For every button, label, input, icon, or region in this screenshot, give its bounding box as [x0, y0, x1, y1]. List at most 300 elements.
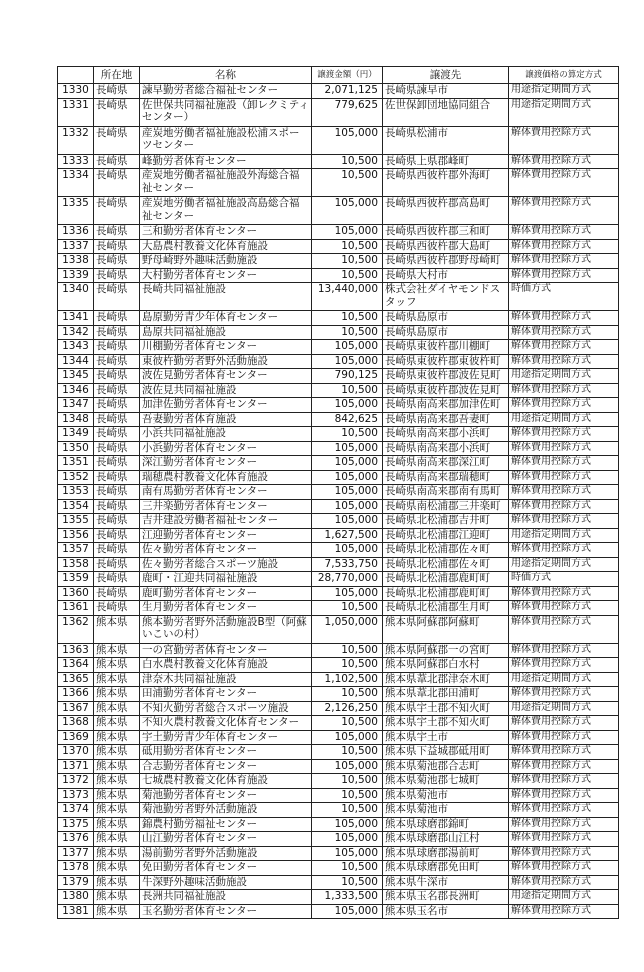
table-row	[58, 254, 619, 269]
row-transferee: 長崎県大村市	[383, 268, 509, 283]
row-facility-name: 七城農村教養文化体育施設	[140, 774, 312, 789]
row-method: 用途指定期間方式	[509, 412, 619, 427]
row-facility-name: 波佐見勤労者体育センター	[140, 369, 312, 384]
row-location: 長崎県	[94, 398, 140, 413]
row-transferee: 長崎県東彼杵郡波佐見町	[383, 369, 509, 384]
table-row	[58, 169, 619, 197]
row-facility-name: 牛深野外趣味活動施設	[140, 875, 312, 890]
row-location: 長崎県	[94, 528, 140, 543]
row-location: 長崎県	[94, 254, 140, 269]
row-amount: 10,500	[312, 861, 383, 876]
row-amount: 105,000	[312, 354, 383, 369]
row-number: 1340	[58, 283, 94, 311]
table-row	[58, 369, 619, 384]
row-method: 用途指定期間方式	[509, 98, 619, 126]
row-method: 解体費用控除方式	[509, 745, 619, 760]
row-amount: 10,500	[312, 169, 383, 197]
row-method: 解体費用控除方式	[509, 485, 619, 500]
row-amount: 10,500	[312, 427, 383, 442]
row-number: 1360	[58, 586, 94, 601]
row-facility-name: 大島農村教養文化体育施設	[140, 239, 312, 254]
row-transferee: 熊本県宇土郡不知火町	[383, 716, 509, 731]
table-row	[58, 788, 619, 803]
row-facility-name: 佐世保共同福祉施設（卸レクミティセンター）	[140, 98, 312, 126]
row-number: 1337	[58, 239, 94, 254]
row-location: 熊本県	[94, 672, 140, 687]
row-transferee: 長崎県西彼杵郡外海町	[383, 169, 509, 197]
row-location: 長崎県	[94, 470, 140, 485]
table-row	[58, 615, 619, 643]
row-transferee: 熊本県牛深市	[383, 875, 509, 890]
row-facility-name: 佐々勤労者総合スポーツ施設	[140, 557, 312, 572]
row-amount: 105,000	[312, 340, 383, 355]
row-facility-name: 田浦勤労者体育センター	[140, 687, 312, 702]
row-location: 長崎県	[94, 340, 140, 355]
row-amount: 10,500	[312, 239, 383, 254]
table-row	[58, 485, 619, 500]
row-transferee: 熊本県菊池市	[383, 803, 509, 818]
row-method: 解体費用控除方式	[509, 543, 619, 558]
row-location: 長崎県	[94, 311, 140, 326]
row-facility-name: 宇土勤労青少年体育センター	[140, 730, 312, 745]
row-method: 解体費用控除方式	[509, 470, 619, 485]
row-number: 1378	[58, 861, 94, 876]
row-amount: 10,500	[312, 716, 383, 731]
row-amount: 790,125	[312, 369, 383, 384]
row-amount: 842,625	[312, 412, 383, 427]
row-amount: 13,440,000	[312, 283, 383, 311]
row-location: 長崎県	[94, 84, 140, 99]
table-row	[58, 557, 619, 572]
row-facility-name: 三和勤労者体育センター	[140, 225, 312, 240]
row-transferee: 長崎県北松浦郡佐々町	[383, 543, 509, 558]
row-facility-name: 南有馬勤労者体育センター	[140, 485, 312, 500]
row-number: 1331	[58, 98, 94, 126]
row-number: 1356	[58, 528, 94, 543]
row-amount: 10,500	[312, 383, 383, 398]
row-method: 解体費用控除方式	[509, 427, 619, 442]
row-method: 解体費用控除方式	[509, 398, 619, 413]
table-row	[58, 325, 619, 340]
row-transferee: 熊本県球磨郡免田町	[383, 861, 509, 876]
table-row	[58, 572, 619, 587]
row-number: 1350	[58, 441, 94, 456]
row-facility-name: 菊池勤労者野外活動施設	[140, 803, 312, 818]
row-amount: 10,500	[312, 154, 383, 169]
row-method: 解体費用控除方式	[509, 861, 619, 876]
row-facility-name: 峰勤労者体育センター	[140, 154, 312, 169]
row-method: 解体費用控除方式	[509, 383, 619, 398]
table-row	[58, 340, 619, 355]
table-row	[58, 311, 619, 326]
table-row	[58, 904, 619, 919]
row-amount: 10,500	[312, 254, 383, 269]
row-facility-name: 産炭地労働者福祉施設外海総合福祉センター	[140, 169, 312, 197]
row-facility-name: 野母崎野外趣味活動施設	[140, 254, 312, 269]
header-location: 所在地	[94, 67, 140, 84]
row-transferee: 長崎県西彼杵郡三和町	[383, 225, 509, 240]
row-location: 長崎県	[94, 154, 140, 169]
row-facility-name: 長洲共同福祉施設	[140, 890, 312, 905]
row-location: 長崎県	[94, 354, 140, 369]
header-name: 名称	[140, 67, 312, 84]
row-number: 1372	[58, 774, 94, 789]
table-row	[58, 126, 619, 154]
row-method: 解体費用控除方式	[509, 846, 619, 861]
row-facility-name: 長崎共同福祉施設	[140, 283, 312, 311]
row-number: 1380	[58, 890, 94, 905]
row-amount: 10,500	[312, 658, 383, 673]
row-facility-name: 菊池勤労者体育センター	[140, 788, 312, 803]
row-amount: 105,000	[312, 398, 383, 413]
row-method: 解体費用控除方式	[509, 788, 619, 803]
row-number: 1332	[58, 126, 94, 154]
table-row	[58, 759, 619, 774]
row-transferee: 長崎県南松浦郡三井楽町	[383, 499, 509, 514]
row-method: 解体費用控除方式	[509, 268, 619, 283]
row-facility-name: 吾妻勤労者体育施設	[140, 412, 312, 427]
row-facility-name: 一の宮勤労者体育センター	[140, 643, 312, 658]
row-transferee: 長崎県島原市	[383, 311, 509, 326]
row-transferee: 長崎県南高来郡瑞穂町	[383, 470, 509, 485]
row-transferee: 長崎県東彼杵郡川棚町	[383, 340, 509, 355]
row-amount: 10,500	[312, 325, 383, 340]
row-number: 1368	[58, 716, 94, 731]
row-location: 長崎県	[94, 325, 140, 340]
row-method: 解体費用控除方式	[509, 803, 619, 818]
row-facility-name: 生月勤労者体育センター	[140, 601, 312, 616]
row-transferee: 熊本県玉名市	[383, 904, 509, 919]
row-number: 1351	[58, 456, 94, 471]
row-method: 用途指定期間方式	[509, 84, 619, 99]
row-amount: 105,000	[312, 817, 383, 832]
row-facility-name: 砥用勤労者体育センター	[140, 745, 312, 760]
row-number: 1349	[58, 427, 94, 442]
row-transferee: 熊本県阿蘇郡白水村	[383, 658, 509, 673]
row-method: 解体費用控除方式	[509, 225, 619, 240]
table-row	[58, 412, 619, 427]
table-row	[58, 427, 619, 442]
row-amount: 10,500	[312, 788, 383, 803]
row-facility-name: 江迎勤労者体育センター	[140, 528, 312, 543]
row-number: 1347	[58, 398, 94, 413]
table-row	[58, 745, 619, 760]
row-transferee: 熊本県球磨郡山江村	[383, 832, 509, 847]
row-location: 長崎県	[94, 586, 140, 601]
row-amount: 105,000	[312, 225, 383, 240]
row-method: 解体費用控除方式	[509, 254, 619, 269]
row-method: 用途指定期間方式	[509, 701, 619, 716]
row-location: 熊本県	[94, 861, 140, 876]
row-transferee: 長崎県南高来郡南有馬町	[383, 485, 509, 500]
row-method: 解体費用控除方式	[509, 716, 619, 731]
row-facility-name: 小浜共同福祉施設	[140, 427, 312, 442]
table-row	[58, 601, 619, 616]
row-transferee: 熊本県菊池市	[383, 788, 509, 803]
row-facility-name: 鹿町・江迎共同福祉施設	[140, 572, 312, 587]
table-row	[58, 586, 619, 601]
row-transferee: 長崎県松浦市	[383, 126, 509, 154]
row-number: 1381	[58, 904, 94, 919]
row-location: 長崎県	[94, 441, 140, 456]
row-number: 1345	[58, 369, 94, 384]
row-method: 用途指定期間方式	[509, 369, 619, 384]
row-transferee: 熊本県玉名郡長洲町	[383, 890, 509, 905]
row-location: 熊本県	[94, 788, 140, 803]
row-location: 長崎県	[94, 412, 140, 427]
table-row	[58, 239, 619, 254]
row-number: 1348	[58, 412, 94, 427]
row-location: 熊本県	[94, 832, 140, 847]
row-amount: 1,627,500	[312, 528, 383, 543]
row-method: 解体費用控除方式	[509, 456, 619, 471]
table-row	[58, 528, 619, 543]
table-row	[58, 643, 619, 658]
table-row	[58, 514, 619, 529]
row-method: 解体費用控除方式	[509, 875, 619, 890]
table-row	[58, 456, 619, 471]
row-number: 1364	[58, 658, 94, 673]
row-amount: 10,500	[312, 687, 383, 702]
row-facility-name: 深江勤労者体育センター	[140, 456, 312, 471]
row-facility-name: 三井楽勤労者体育センター	[140, 499, 312, 514]
row-method: 用途指定期間方式	[509, 890, 619, 905]
row-transferee: 熊本県菊池郡合志町	[383, 759, 509, 774]
row-number: 1334	[58, 169, 94, 197]
table-row	[58, 398, 619, 413]
row-number: 1369	[58, 730, 94, 745]
row-amount: 105,000	[312, 514, 383, 529]
row-facility-name: 津奈木共同福祉施設	[140, 672, 312, 687]
row-number: 1358	[58, 557, 94, 572]
table-row	[58, 84, 619, 99]
table-row	[58, 197, 619, 225]
table-row	[58, 861, 619, 876]
row-method: 解体費用控除方式	[509, 586, 619, 601]
row-number: 1342	[58, 325, 94, 340]
row-transferee: 長崎県南高来郡小浜町	[383, 427, 509, 442]
row-number: 1365	[58, 672, 94, 687]
row-transferee: 熊本県葦北郡津奈木町	[383, 672, 509, 687]
row-amount: 779,625	[312, 98, 383, 126]
row-number: 1335	[58, 197, 94, 225]
row-method: 解体費用控除方式	[509, 514, 619, 529]
row-facility-name: 加津佐勤労者体育センター	[140, 398, 312, 413]
row-facility-name: 島原共同福祉施設	[140, 325, 312, 340]
row-location: 長崎県	[94, 126, 140, 154]
row-amount: 10,500	[312, 875, 383, 890]
table-row	[58, 672, 619, 687]
row-method: 解体費用控除方式	[509, 197, 619, 225]
row-location: 長崎県	[94, 225, 140, 240]
row-amount: 105,000	[312, 485, 383, 500]
row-facility-name: 小浜勤労者体育センター	[140, 441, 312, 456]
row-method: 解体費用控除方式	[509, 311, 619, 326]
row-location: 熊本県	[94, 730, 140, 745]
row-number: 1330	[58, 84, 94, 99]
row-location: 熊本県	[94, 904, 140, 919]
row-amount: 10,500	[312, 643, 383, 658]
row-amount: 1,050,000	[312, 615, 383, 643]
row-location: 熊本県	[94, 716, 140, 731]
row-amount: 105,000	[312, 543, 383, 558]
row-number: 1346	[58, 383, 94, 398]
row-location: 長崎県	[94, 543, 140, 558]
row-transferee: 熊本県球磨郡湯前町	[383, 846, 509, 861]
row-facility-name: 合志勤労者体育センター	[140, 759, 312, 774]
row-location: 長崎県	[94, 383, 140, 398]
row-amount: 10,500	[312, 774, 383, 789]
row-location: 熊本県	[94, 687, 140, 702]
row-amount: 105,000	[312, 586, 383, 601]
row-transferee: 長崎県北松浦郡鹿町町	[383, 572, 509, 587]
row-facility-name: 熊本勤労者野外活動施設B型（阿蘇いこいの村）	[140, 615, 312, 643]
row-method: 解体費用控除方式	[509, 615, 619, 643]
row-facility-name: 白水農村教養文化体育施設	[140, 658, 312, 673]
row-facility-name: 湯前勤労者野外活動施設	[140, 846, 312, 861]
row-number: 1344	[58, 354, 94, 369]
row-amount: 105,000	[312, 846, 383, 861]
table-row	[58, 846, 619, 861]
row-location: 熊本県	[94, 701, 140, 716]
row-amount: 105,000	[312, 470, 383, 485]
row-location: 長崎県	[94, 514, 140, 529]
row-facility-name: 不知火農村教養文化体育センター	[140, 716, 312, 731]
row-method: 解体費用控除方式	[509, 126, 619, 154]
row-number: 1352	[58, 470, 94, 485]
transfer-table	[57, 66, 619, 919]
table-row	[58, 890, 619, 905]
row-method: 解体費用控除方式	[509, 239, 619, 254]
row-method: 解体費用控除方式	[509, 601, 619, 616]
transfer-table-sheet	[57, 66, 619, 919]
row-method: 解体費用控除方式	[509, 774, 619, 789]
row-method: 解体費用控除方式	[509, 832, 619, 847]
row-number: 1375	[58, 817, 94, 832]
row-amount: 10,500	[312, 601, 383, 616]
row-number: 1366	[58, 687, 94, 702]
row-facility-name: 鹿町勤労者体育センター	[140, 586, 312, 601]
table-row	[58, 730, 619, 745]
row-method: 解体費用控除方式	[509, 904, 619, 919]
row-amount: 105,000	[312, 759, 383, 774]
row-location: 長崎県	[94, 369, 140, 384]
row-transferee: 熊本県菊池郡七城町	[383, 774, 509, 789]
row-transferee: 長崎県東彼杵郡波佐見町	[383, 383, 509, 398]
header-method: 譲渡価格の算定方式	[509, 67, 619, 84]
row-facility-name: 産炭地労働者福祉施設高島総合福祉センター	[140, 197, 312, 225]
row-facility-name: 諫早勤労者総合福祉センター	[140, 84, 312, 99]
row-number: 1367	[58, 701, 94, 716]
row-location: 熊本県	[94, 759, 140, 774]
row-amount: 10,500	[312, 745, 383, 760]
row-location: 熊本県	[94, 643, 140, 658]
row-location: 長崎県	[94, 169, 140, 197]
row-number: 1354	[58, 499, 94, 514]
table-row	[58, 716, 619, 731]
row-amount: 105,000	[312, 730, 383, 745]
row-number: 1370	[58, 745, 94, 760]
row-number: 1359	[58, 572, 94, 587]
table-row	[58, 875, 619, 890]
row-facility-name: 川棚勤労者体育センター	[140, 340, 312, 355]
row-method: 解体費用控除方式	[509, 730, 619, 745]
row-location: 長崎県	[94, 485, 140, 500]
row-transferee: 熊本県阿蘇郡一の宮町	[383, 643, 509, 658]
row-facility-name: 瑞穂農村教養文化体育施設	[140, 470, 312, 485]
table-row	[58, 701, 619, 716]
row-amount: 10,500	[312, 268, 383, 283]
row-number: 1377	[58, 846, 94, 861]
row-transferee: 熊本県宇土市	[383, 730, 509, 745]
row-location: 長崎県	[94, 557, 140, 572]
row-number: 1362	[58, 615, 94, 643]
row-transferee: 長崎県北松浦郡佐々町	[383, 557, 509, 572]
row-number: 1357	[58, 543, 94, 558]
row-number: 1376	[58, 832, 94, 847]
row-transferee: 長崎県北松浦郡鹿町町	[383, 586, 509, 601]
table-row	[58, 225, 619, 240]
row-method: 解体費用控除方式	[509, 499, 619, 514]
row-method: 解体費用控除方式	[509, 340, 619, 355]
row-method: 時価方式	[509, 283, 619, 311]
table-row	[58, 268, 619, 283]
row-location: 長崎県	[94, 601, 140, 616]
row-amount: 105,000	[312, 197, 383, 225]
row-transferee: 熊本県球磨郡錦町	[383, 817, 509, 832]
row-amount: 105,000	[312, 832, 383, 847]
table-row	[58, 354, 619, 369]
table-row	[58, 687, 619, 702]
row-method: 解体費用控除方式	[509, 817, 619, 832]
row-number: 1338	[58, 254, 94, 269]
row-facility-name: 佐々勤労者体育センター	[140, 543, 312, 558]
table-row	[58, 441, 619, 456]
table-row	[58, 470, 619, 485]
row-location: 熊本県	[94, 745, 140, 760]
row-number: 1333	[58, 154, 94, 169]
row-location: 熊本県	[94, 846, 140, 861]
row-location: 熊本県	[94, 817, 140, 832]
table-row	[58, 543, 619, 558]
row-facility-name: 産炭地労働者福祉施設松浦スポーツセンター	[140, 126, 312, 154]
table-row	[58, 499, 619, 514]
row-location: 長崎県	[94, 197, 140, 225]
table-row	[58, 803, 619, 818]
row-amount: 7,533,750	[312, 557, 383, 572]
row-facility-name: 大村勤労者体育センター	[140, 268, 312, 283]
row-method: 用途指定期間方式	[509, 672, 619, 687]
row-number: 1374	[58, 803, 94, 818]
row-location: 熊本県	[94, 890, 140, 905]
row-transferee: 長崎県北松浦郡江迎町	[383, 528, 509, 543]
row-method: 解体費用控除方式	[509, 643, 619, 658]
row-location: 長崎県	[94, 427, 140, 442]
row-facility-name: 山江勤労者体育センター	[140, 832, 312, 847]
row-transferee: 長崎県西彼杵郡高島町	[383, 197, 509, 225]
row-transferee: 長崎県上県郡峰町	[383, 154, 509, 169]
row-transferee: 長崎県東彼杵郡東彼杵町	[383, 354, 509, 369]
row-facility-name: 不知火勤労者総合スポーツ施設	[140, 701, 312, 716]
row-amount: 105,000	[312, 126, 383, 154]
row-transferee: 熊本県下益城郡砥用町	[383, 745, 509, 760]
row-number: 1353	[58, 485, 94, 500]
row-transferee: 長崎県南高来郡小浜町	[383, 441, 509, 456]
table-row	[58, 832, 619, 847]
row-location: 長崎県	[94, 268, 140, 283]
row-number: 1373	[58, 788, 94, 803]
row-amount: 28,770,000	[312, 572, 383, 587]
